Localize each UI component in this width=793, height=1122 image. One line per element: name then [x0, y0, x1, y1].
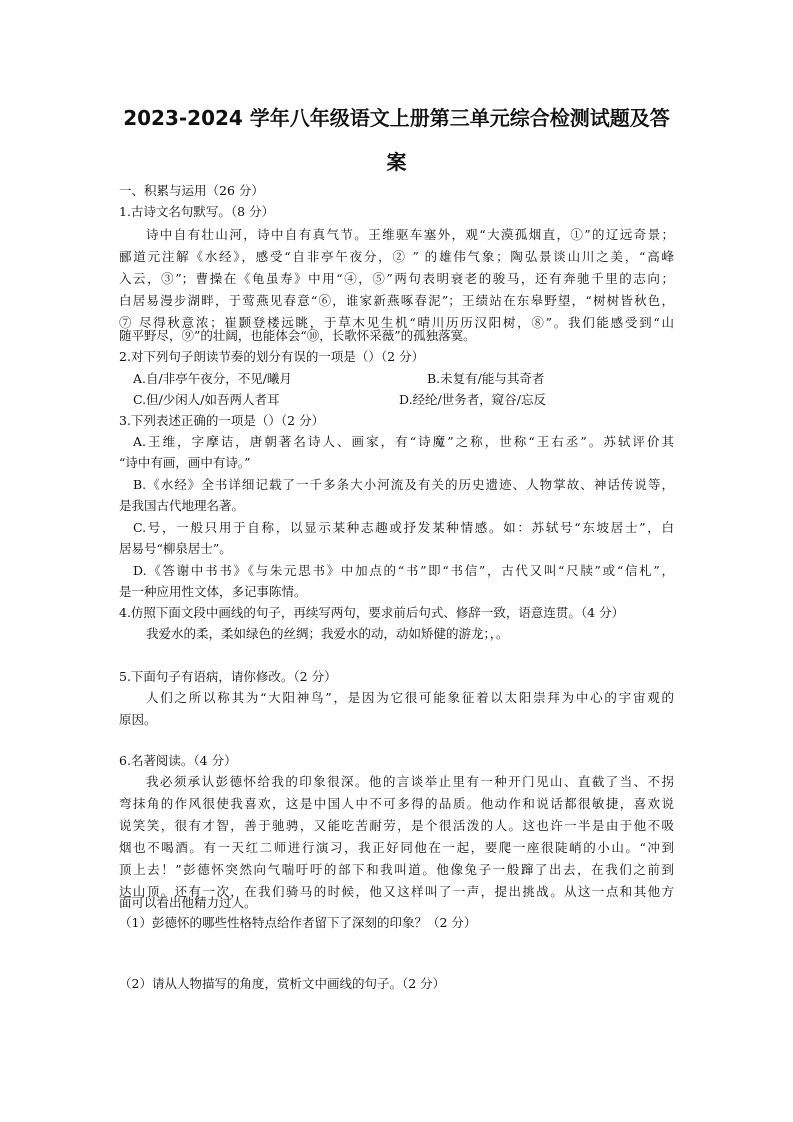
question-2-option-c: C.但/少闲人/如吾两人者耳	[133, 392, 280, 407]
question-6-passage-line: 我必须承认彭德怀给我的印象很深。他的言谈举止里有一种开门见山、直截了当、不拐	[146, 774, 674, 789]
question-2-option-d: D.经纶/世务者，窥谷/忘反	[399, 392, 546, 407]
question-3-option-b-cont: 是我国古代地理名著。	[119, 498, 245, 513]
question-1-text-line: 随平野尽，⑨”的壮阔，也能体会“⑩，长歌怀采薇”的孤独落寞。	[119, 328, 476, 343]
question-3-option-c: C.号，一般只用于自称，以显示某种志趣或抒发某种情感。如：苏轼号“东坡居士”，白	[133, 520, 674, 535]
question-5-text-line: 人们之所以称其为“大阳神鸟”，是因为它很可能象征着以太阳崇拜为中心的宇宙观的	[146, 690, 674, 705]
question-1-text-line: 诗中自有壮山河，诗中自有真气节。王维驱车塞外，观“大漠孤烟直，①”的辽远奇景；	[146, 227, 674, 242]
question-3-option-d: D.《答谢中书书》《与朱元思书》中加点的“书”即“书信”，古代又叫“尺牍”或“信札”，	[133, 563, 674, 578]
page-title-line-1: 2023-2024 学年八年级语文上册第三单元综合检测试题及答	[123, 106, 670, 130]
question-3-option-d-cont: 是一种应用性文体，多记事陈情。	[119, 584, 307, 599]
question-1-label: 1.古诗文名句默写。（8 分）	[119, 204, 275, 219]
question-3-option-c-cont: 居易号“柳泉居士”。	[119, 541, 232, 556]
question-5-text-line: 原因。	[119, 712, 157, 727]
question-3-option-a: A.王维，字摩诘，唐朝著名诗人、画家，有“诗魔”之称，世称“王右丞”。苏轼评价其	[133, 434, 674, 449]
question-6-passage-line: 顶上去！”彭德怀突然向气喘吁吁的部下和我叫道。他像兔子一般蹿了出去，在我们之前到	[119, 862, 674, 877]
question-6-passage-line: 烟也不喝酒。有一天红二师进行演习，我正好同他在一起，要爬一座很陡峭的小山。“冲到	[119, 840, 674, 855]
question-4-label: 4.仿照下面文段中画线的句子，再续写两句，要求前后句式、修辞一致，语意连贯。（4 分）	[119, 605, 625, 620]
question-3-option-b: B.《水经》全书详细记载了一千多条大小河流及有关的历史遗迹、人物掌故、神话传说等，	[133, 477, 674, 492]
question-6-sub-1: （1）彭德怀的哪些性格特点给作者留下了深刻的印象？（2 分）	[119, 915, 477, 930]
question-2-label: 2.对下列句子朗读节奏的划分有误的一项是（）（2 分）	[119, 349, 425, 364]
question-3-label: 3.下列表述正确的一项是（）（2 分）	[119, 413, 325, 428]
section-heading: 一、积累与运用（26 分）	[119, 183, 264, 198]
question-3-option-a-cont: “诗中有画，画中有诗。”	[119, 455, 251, 470]
question-2-option-a: A.自/非亭午夜分，不见/曦月	[133, 371, 292, 386]
question-1-text-line: 白居易漫步湖畔，于莺燕见春意“⑥，谁家新燕啄春泥”；王绩站在东皋野望，“树树皆秋色，	[119, 293, 674, 308]
question-6-passage-line: 说笑笑，很有才智，善于驰骋，又能吃苦耐劳，是个很活泼的人。这也许一半是由于他不吸	[119, 818, 674, 833]
question-1-text-line: 入云，③”；曹操在《龟虽寿》中用“④，⑤”两句表明衰老的骏马，还有奔驰千里的志向；	[119, 271, 674, 286]
question-5-label: 5.下面句子有语病，请你修改。（2 分）	[119, 669, 337, 684]
question-6-sub-2: （2）请从人物描写的角度，赏析文中画线的句子。（2 分）	[119, 976, 446, 991]
question-6-passage-line: 面可以看出他精力过人。	[119, 895, 257, 910]
question-6-passage-line: 达山顶。还有一次，在我们骑马的时候，他又这样叫了一声，提出挑战。从这一点和其他方	[119, 884, 674, 899]
question-4-text: 我爱水的柔，柔如绿色的丝绸；我爱水的动，动如矫健的游龙；，。	[146, 626, 509, 641]
page-title-line-2: 案	[386, 150, 407, 174]
question-6-passage-line: 弯抹角的作风很使我喜欢，这是中国人中不可多得的品质。他动作和说话都很敏捷，喜欢说	[119, 796, 674, 811]
question-1-text-line: ⑦ 尽得秋意浓；崔颢登楼远眺，于草木见生机“晴川历历汉阳树，⑧”。我们能感受到“山	[119, 315, 674, 330]
question-6-label: 6.名著阅读。（4 分）	[119, 753, 237, 768]
question-2-option-b: B.未复有/能与其奇者	[427, 371, 545, 386]
question-1-text-line: 郦道元注解《水经》，感受“自非亭午夜分，② ” 的雄伟气象；陶弘景谈山川之美，“高峰	[119, 249, 674, 264]
